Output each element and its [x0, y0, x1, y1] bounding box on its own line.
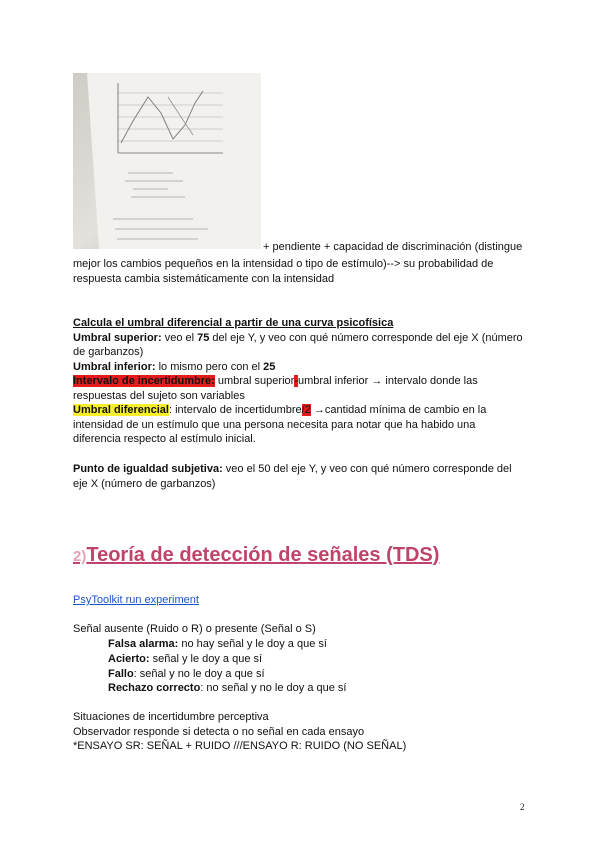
paragraph-line: mejor los cambios pequeños en la intensidad o tipo de estímulo)--> su probabilidad de: [73, 258, 494, 270]
paragraph-line: respuesta cambia sistemáticamente con la intensidad: [73, 273, 335, 285]
value: 25: [263, 361, 276, 373]
term-label: Acierto:: [108, 653, 150, 665]
text: : intervalo de incertidumbre: [168, 404, 302, 416]
notes-photo: [73, 73, 261, 249]
text: lo mismo pero con el: [155, 361, 264, 373]
term-label: Falsa alarma:: [108, 638, 179, 650]
link-text[interactable]: PsyToolkit run experiment: [73, 594, 199, 606]
text: →cantidad mínima de cambio en la: [310, 404, 487, 416]
page-number: 2: [520, 802, 525, 812]
paragraph-line: respuestas del sujeto son variables: [73, 390, 245, 402]
text: veo el 50 del eje Y, y veo con qué número corresponde del: [222, 463, 512, 475]
value: 75: [197, 332, 210, 344]
text: del eje Y, y veo con qué número corresponde del eje X (número: [209, 332, 523, 344]
term-label: Rechazo correcto: [108, 682, 201, 694]
text: umbral inferior → intervalo donde las: [297, 375, 478, 387]
list-item: [108, 667, 265, 681]
umbral-diferencial-line: [73, 403, 486, 417]
psytoolkit-link[interactable]: [73, 593, 199, 607]
umbral-superior-line: [73, 331, 523, 345]
section-heading: Calcula el umbral diferencial a partir de una curva psicofísica: [73, 317, 394, 329]
umbral-inferior-line: [73, 360, 275, 374]
list-item: [108, 637, 327, 651]
section-title: [73, 542, 439, 570]
paragraph-line: Situaciones de incertidumbre perceptiva: [73, 711, 269, 723]
paragraph-line: Observador responde si detecta o no señal en cada ensayo: [73, 726, 365, 738]
term-label: Umbral inferior:: [73, 361, 156, 373]
divide-highlight: /2: [301, 404, 311, 416]
list-item: [108, 681, 346, 695]
text: no hay señal y le doy a que sí: [178, 638, 327, 650]
term-label-highlighted: Umbral diferencial: [73, 404, 169, 416]
term-label: Punto de igualdad subjetiva:: [73, 463, 223, 475]
text: : no señal y no le doy a que sí: [200, 682, 347, 694]
term-label: Fallo: [108, 668, 134, 680]
paragraph-line: intensidad de un estímulo que una persona necesita para notar que ha habido una: [73, 419, 476, 431]
text: : señal y no le doy a que sí: [133, 668, 265, 680]
paragraph-line: de garbanzos): [73, 346, 144, 358]
paragraph-line: *ENSAYO SR: SEÑAL + RUIDO ///ENSAYO R: RUIDO (NO SEÑAL): [73, 740, 407, 752]
paragraph-line: Señal ausente (Ruido o R) o presente (Señal o S): [73, 623, 316, 635]
text: señal y le doy a que sí: [149, 653, 263, 665]
intervalo-line: [73, 374, 478, 388]
text: veo el: [161, 332, 198, 344]
list-item: [108, 652, 262, 666]
section-number: 2): [73, 548, 87, 565]
text: umbral superior: [214, 375, 295, 387]
term-label: Umbral superior:: [73, 332, 162, 344]
pis-line: [73, 462, 512, 476]
term-label-highlighted: Intervalo de incertidumbre:: [73, 375, 215, 387]
minus-highlight: -: [294, 375, 298, 387]
paragraph-line: eje X (número de garbanzos): [73, 478, 216, 490]
photo-caption: + pendiente + capacidad de discriminación (distingue: [263, 241, 523, 253]
paragraph-line: diferencia respecto al estímulo inicial.: [73, 433, 256, 445]
section-title-text: Teoría de detección de señales (TDS): [86, 544, 440, 566]
